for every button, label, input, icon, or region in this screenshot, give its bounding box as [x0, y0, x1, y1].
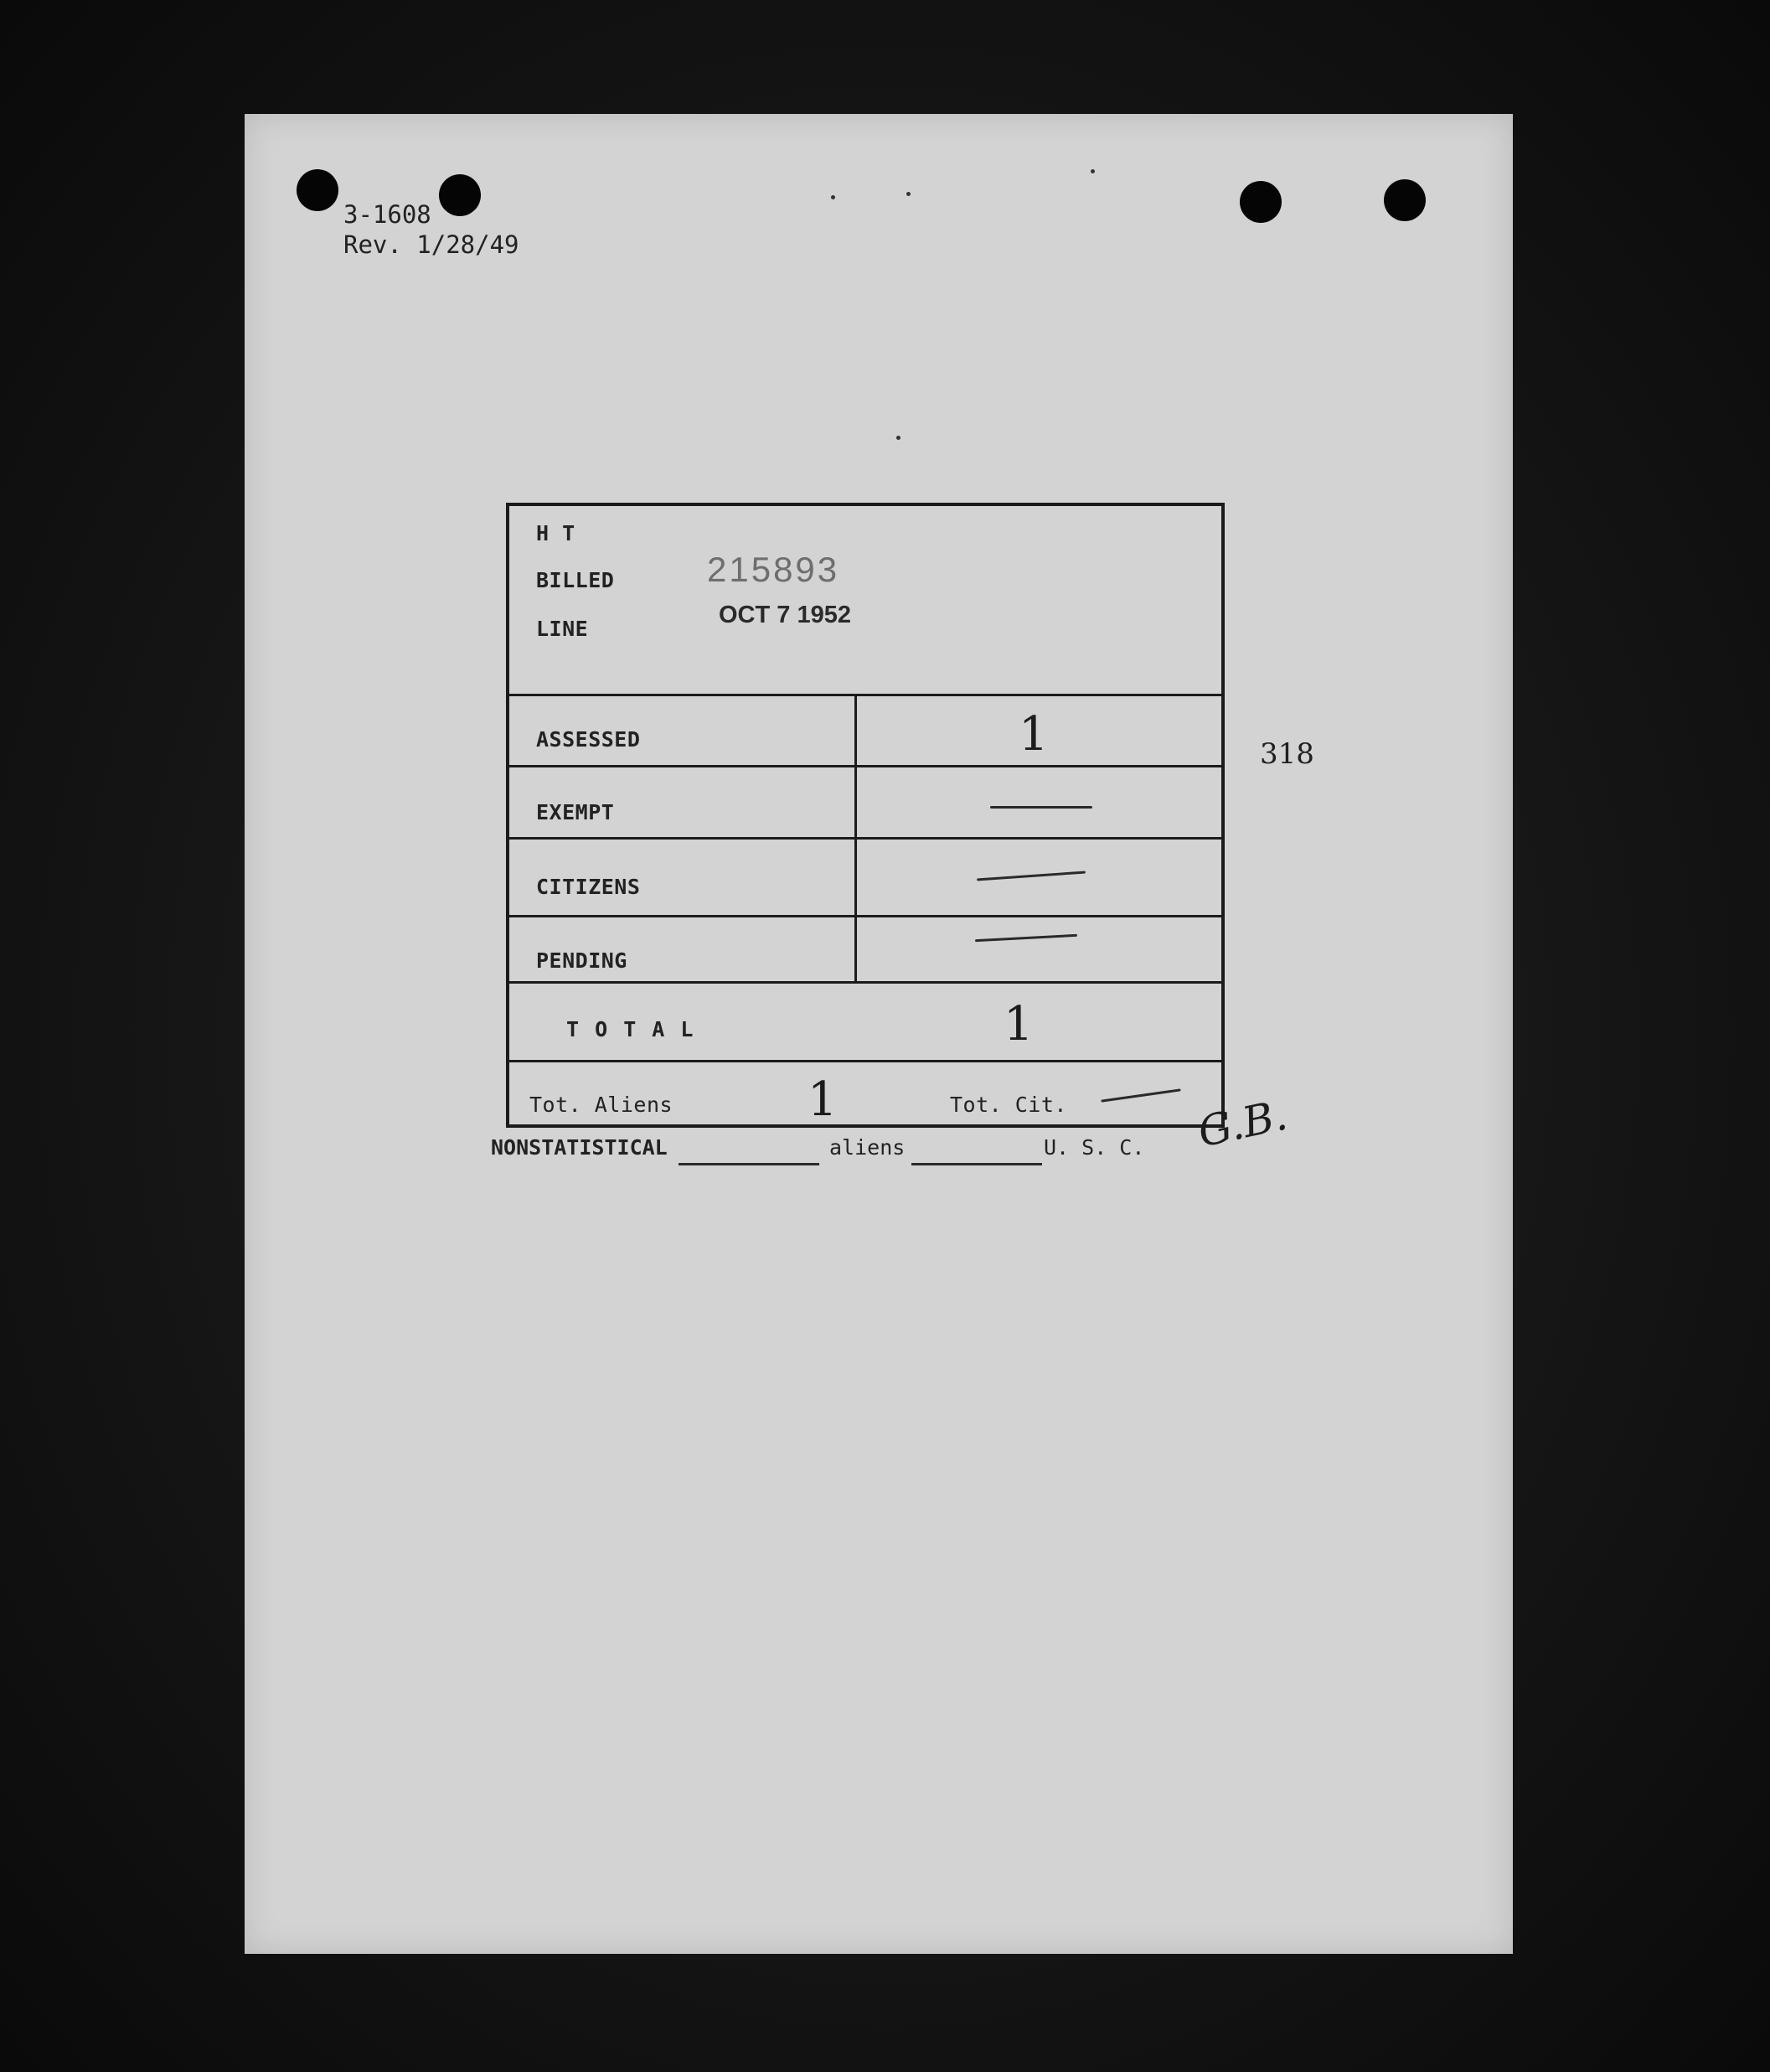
form-revision: Rev. 1/28/49 [343, 230, 519, 259]
billed-label: BILLED [536, 568, 615, 592]
billed-stamp-number: 215893 [707, 550, 840, 589]
pending-label: PENDING [536, 948, 627, 973]
divider [509, 837, 1221, 840]
divider [509, 981, 1221, 984]
form-number: 3-1608 [343, 200, 431, 229]
assessed-label: ASSESSED [536, 727, 641, 752]
column-divider [854, 695, 857, 982]
nonstatistical-blank [679, 1163, 819, 1165]
speck [896, 436, 900, 440]
divider [509, 694, 1221, 696]
tally-form [506, 503, 1225, 1128]
pending-dash-mark [975, 934, 1077, 942]
punch-hole [297, 169, 338, 211]
citizens-label: CITIZENS [536, 875, 641, 899]
speck [831, 195, 835, 199]
citizens-dash-mark [977, 871, 1086, 881]
aliens-blank [911, 1163, 1042, 1165]
total-citizens-dash-mark [1101, 1088, 1180, 1102]
exempt-dash-mark [990, 806, 1092, 809]
total-aliens-value: 1 [808, 1072, 838, 1127]
nonstatistical-label: NONSTATISTICAL [491, 1135, 668, 1160]
total-label: T O T A L [566, 1017, 695, 1041]
date-stamp: OCT 7 1952 [719, 602, 851, 628]
line-label: LINE [536, 617, 589, 641]
divider [509, 915, 1221, 917]
total-value: 1 [1004, 997, 1034, 1052]
page-number: 318 [1260, 737, 1314, 771]
speck [906, 192, 911, 196]
punch-hole [1240, 181, 1282, 223]
total-citizens-label: Tot. Cit. [950, 1093, 1067, 1117]
form-identifier [343, 199, 519, 260]
total-aliens-label: Tot. Aliens [529, 1093, 673, 1117]
speck [1091, 169, 1095, 173]
divider [509, 1060, 1221, 1062]
usc-label: U. S. C. [1044, 1135, 1145, 1160]
handwritten-initials: G.B. [1194, 1090, 1292, 1157]
exempt-label: EXEMPT [536, 800, 615, 824]
ht-label: H T [536, 521, 575, 545]
punch-hole [1384, 179, 1426, 221]
divider [509, 765, 1221, 767]
assessed-value: 1 [1019, 707, 1049, 762]
aliens-label: aliens [829, 1135, 906, 1160]
